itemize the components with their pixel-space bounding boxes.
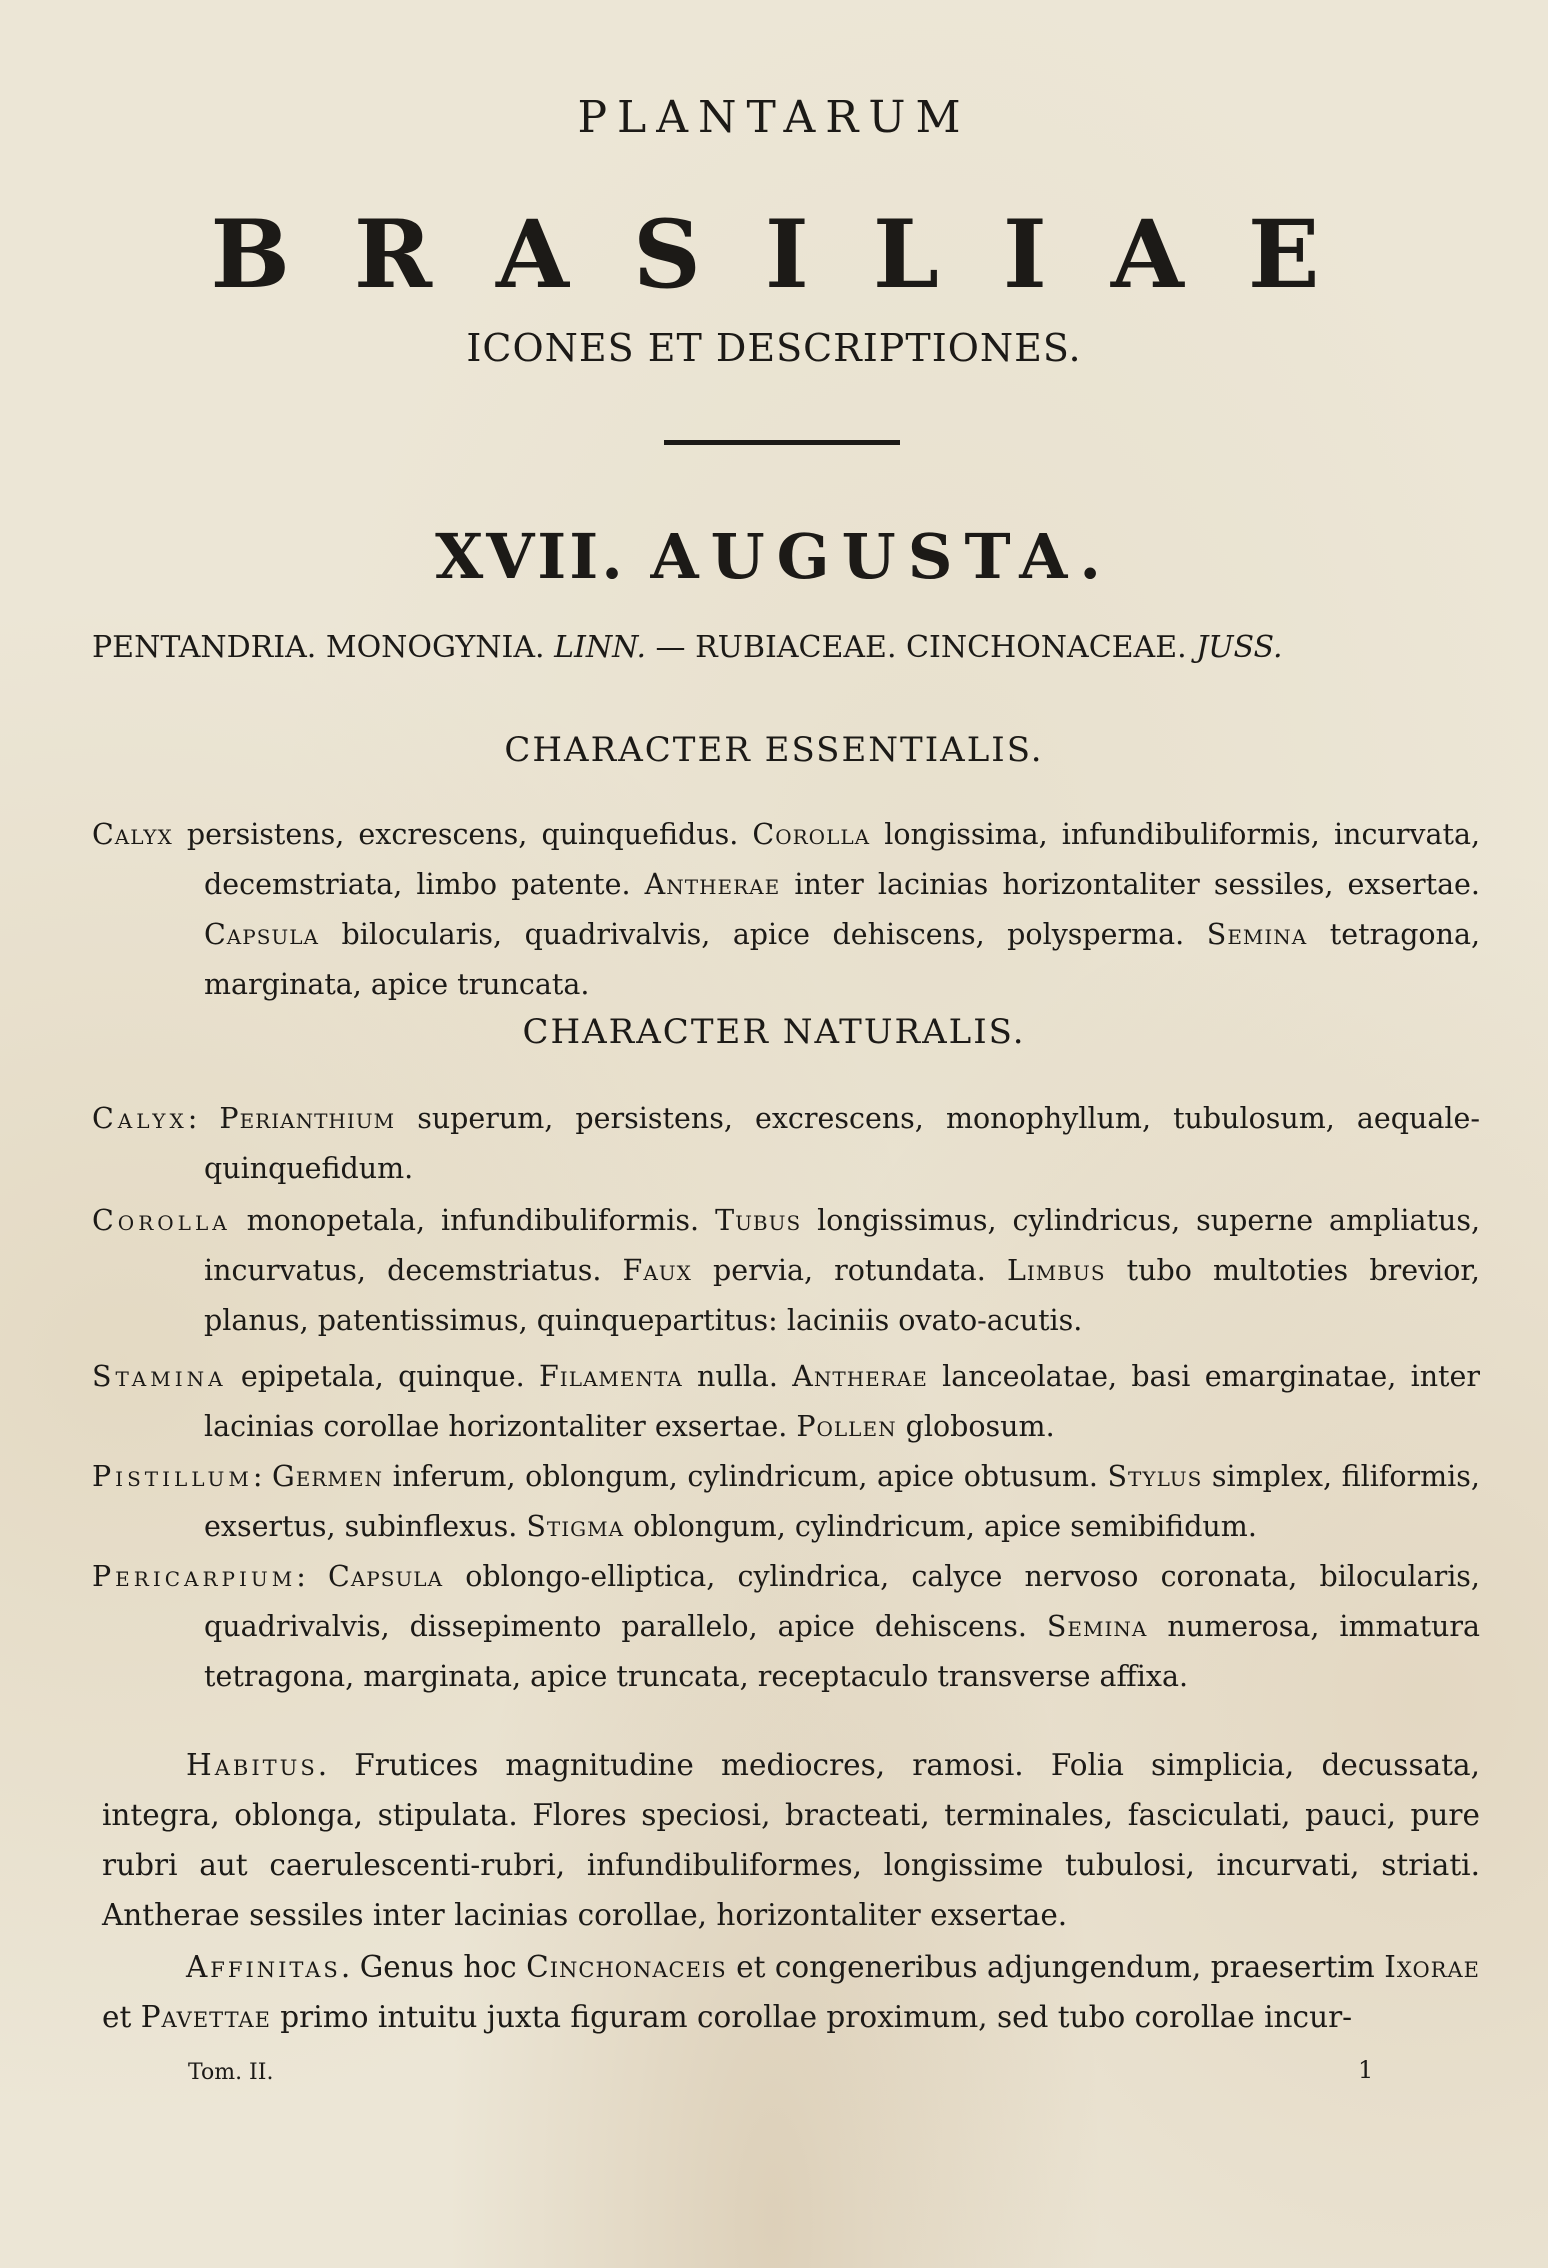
linnean-class: PENTANDRIA. MONOGYNIA. bbox=[92, 630, 545, 665]
naturalis-calyx bbox=[92, 1094, 1480, 1194]
term-habitus: Habitus bbox=[186, 1748, 318, 1782]
term-stigma: Stigma bbox=[526, 1510, 625, 1543]
volume-mark: Tom. II. bbox=[188, 2060, 274, 2085]
text-affinitas-3: et bbox=[102, 2000, 141, 2034]
text-capsula: bilocularis, quadrivalvis, apice dehiscens, polysperma. bbox=[319, 918, 1207, 951]
term-pavettae: Pavettae bbox=[140, 2000, 271, 2034]
essentialis-paragraph bbox=[92, 810, 1480, 1010]
term-capsula: Capsula bbox=[204, 918, 319, 951]
text-stamina-4: globosum. bbox=[896, 1410, 1055, 1443]
text-affinitas-4: primo intuitu juxta figuram corollae proximum, sed tubo corollae incur- bbox=[270, 2000, 1353, 2034]
naturalis-stamina bbox=[92, 1352, 1480, 1452]
affinitas-paragraph bbox=[102, 1942, 1480, 2042]
genus-number: XVII. bbox=[435, 520, 626, 593]
term-filamenta: Filamenta bbox=[539, 1360, 683, 1393]
term-perianthium: Perianthium bbox=[219, 1102, 396, 1135]
heading-character-essentialis: CHARACTER ESSENTIALIS. bbox=[504, 730, 1044, 770]
term-calyx: Calyx bbox=[92, 1102, 188, 1135]
term-tubus: Tubus bbox=[715, 1204, 802, 1237]
term-antherae: Antherae bbox=[644, 868, 781, 901]
text-pericarpium-1: oblongo-elliptica, cylindrica, calyce nervoso coronata, bilocularis, quadrivalvis, dissepimento parallelo, apice dehiscens. bbox=[204, 1560, 1480, 1643]
term-affinitas: Affinitas bbox=[186, 1950, 341, 1984]
text-corolla-1: monopetala, infundibuliformis. bbox=[230, 1204, 716, 1237]
text-pistillum-1: inferum, oblongum, cylindricum, apice obtusum. bbox=[383, 1460, 1108, 1493]
text-habitus: . Frutices magnitudine mediocres, ramosi. Folia simplicia, decussata, integra, oblonga, stipulata. Flores speciosi, bracteati, terminales, fasciculati, pauci, pure rubri aut caerulescenti-rubri, infundibuliformes, longissime tubulosi, incurvati, striati. Antherae sessiles inter lacinias corollae, horizontaliter exsertae. bbox=[102, 1748, 1480, 1932]
text-stamina-3: lanceolatae, basi emarginatae, inter lacinias corollae horizontaliter exsertae. bbox=[204, 1360, 1480, 1443]
term-antherae: Antherae bbox=[792, 1360, 928, 1393]
text-corolla-3: pervia, rotundata. bbox=[691, 1254, 1007, 1287]
text-pistillum-2: simplex, filiformis, exsertus, subinflexus. bbox=[204, 1460, 1480, 1543]
signature-mark: 1 bbox=[1358, 2056, 1374, 2084]
term-semina: Semina bbox=[1206, 918, 1308, 951]
linnean-author: LINN. bbox=[554, 630, 646, 665]
term-stamina: Stamina bbox=[92, 1360, 227, 1393]
text-pericarpium-2: numerosa, immatura tetragona, marginata, apice truncata, receptaculo transverse affixa. bbox=[204, 1610, 1480, 1693]
text-semina: tetragona, marginata, apice truncata. bbox=[204, 918, 1480, 1001]
text-stamina-2: nulla. bbox=[682, 1360, 793, 1393]
text-pistillum-3: oblongum, cylindricum, apice semibifidum. bbox=[624, 1510, 1257, 1543]
text-corolla-4: tubo multoties brevior, planus, patentissimus, quinquepartitus: laciniis ovato-acutis. bbox=[204, 1254, 1480, 1337]
text-calyx: superum, persistens, excrescens, monophyllum, tubulosum, aequale-quinquefidum. bbox=[204, 1102, 1480, 1185]
text-antherae: inter lacinias horizontaliter sessiles, exsertae. bbox=[780, 868, 1480, 901]
term-limbus: Limbus bbox=[1006, 1254, 1106, 1287]
classification-line bbox=[92, 630, 1283, 665]
title-icones: ICONES ET DESCRIPTIONES. bbox=[466, 326, 1082, 370]
term-semina: Semina bbox=[1046, 1610, 1148, 1643]
title-plantarum: PLANTARUM bbox=[577, 92, 971, 143]
genus-name: AUGUSTA. bbox=[650, 520, 1113, 593]
text-affinitas-1: . Genus hoc bbox=[340, 1950, 527, 1984]
text-affinitas-2: et congeneribus adjungendum, praesertim bbox=[726, 1950, 1385, 1984]
separator: : bbox=[252, 1460, 272, 1493]
term-calyx: Calyx bbox=[92, 818, 173, 851]
term-ixorae: Ixorae bbox=[1384, 1950, 1480, 1984]
classification-dash: — bbox=[655, 630, 686, 665]
text-stamina-1: epipetala, quinque. bbox=[226, 1360, 540, 1393]
term-corolla: Corolla bbox=[752, 818, 871, 851]
naturalis-pistillum bbox=[92, 1452, 1480, 1552]
term-capsula: Capsula bbox=[328, 1560, 444, 1593]
naturalis-pericarpium bbox=[92, 1552, 1480, 1702]
text-corolla: longissima, infundibuliformis, incurvata, decemstriata, limbo patente. bbox=[204, 818, 1481, 901]
term-cinchonaceis: Cinchonaceis bbox=[526, 1950, 727, 1984]
genus-heading bbox=[0, 520, 1548, 593]
term-pollen: Pollen bbox=[796, 1410, 897, 1443]
text-calyx: persistens, excrescens, quinquefidus. bbox=[172, 818, 753, 851]
term-pistillum: Pistillum bbox=[92, 1460, 253, 1493]
term-corolla: Corolla bbox=[92, 1204, 231, 1237]
separator: : bbox=[187, 1102, 220, 1135]
term-germen: Germen bbox=[272, 1460, 384, 1493]
divider-rule bbox=[664, 440, 900, 445]
text-corolla-2: longissimus, cylindricus, superne ampliatus, incurvatus, decemstriatus. bbox=[204, 1204, 1481, 1287]
naturalis-corolla bbox=[92, 1196, 1480, 1346]
habitus-paragraph bbox=[102, 1740, 1480, 1940]
term-stylus: Stylus bbox=[1107, 1460, 1203, 1493]
term-faux: Faux bbox=[622, 1254, 692, 1287]
heading-character-naturalis: CHARACTER NATURALIS. bbox=[522, 1012, 1026, 1052]
title-brasiliae: BRASILIAE bbox=[210, 200, 1384, 310]
jussieu-author: JUSS. bbox=[1196, 630, 1283, 665]
jussieu-family: RUBIACEAE. CINCHONACEAE. bbox=[695, 630, 1187, 665]
separator: : bbox=[296, 1560, 329, 1593]
term-pericarpium: Pericarpium bbox=[92, 1560, 297, 1593]
